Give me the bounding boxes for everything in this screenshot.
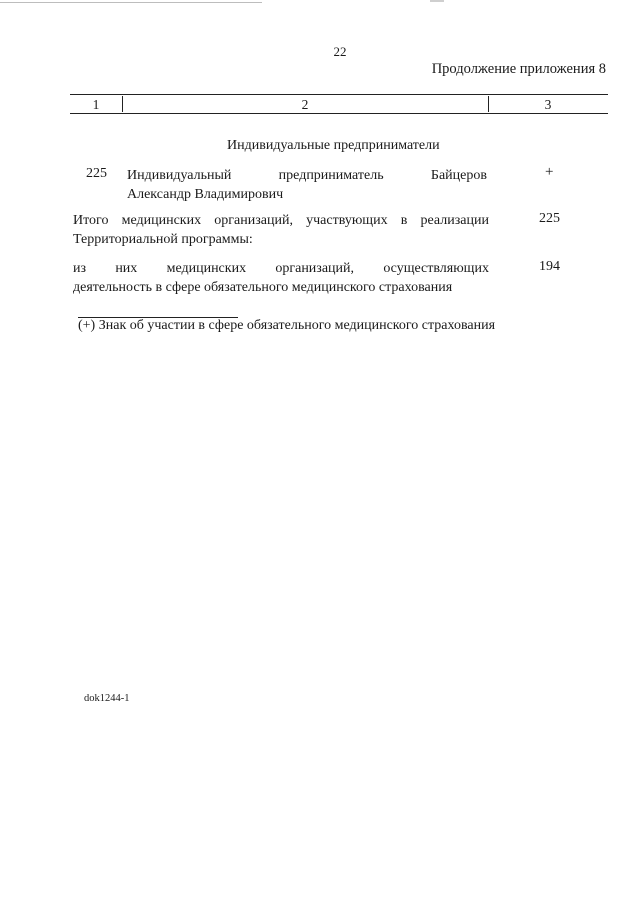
page-number: 22 <box>333 44 347 59</box>
organization-name-word: Индивидуальный <box>127 168 232 183</box>
total-label-line2: Территориальной программы: <box>73 232 253 247</box>
scan-top-edge-line <box>0 2 262 3</box>
total-label-word: организаций, <box>214 213 293 228</box>
oms-label-word: осуществляющих <box>383 261 489 276</box>
total-label-word: участвующих <box>306 213 388 228</box>
total-label-word: медицинских <box>121 213 202 228</box>
oms-label-word: организаций, <box>275 261 355 276</box>
column-3-header: 3 <box>544 97 552 112</box>
appendix-continuation-label: Продолжение приложения 8 <box>431 61 606 77</box>
total-label-word: в <box>400 213 408 228</box>
column-2-header: 2 <box>122 96 489 112</box>
total-label-word: реализации <box>420 213 489 228</box>
section-title: Индивидуальные предприниматели <box>227 138 440 153</box>
oms-organizations-label <box>73 259 489 297</box>
document-code: dok1244-1 <box>84 693 130 704</box>
column-1-header: 1 <box>70 96 123 112</box>
organization-name <box>127 166 487 204</box>
scan-top-edge-mark <box>430 0 444 2</box>
total-organizations-value: 225 <box>539 211 560 226</box>
footnote: (+) Знак об участии в сфере обязательного медицинского страхования <box>78 318 496 333</box>
oms-label-word: из <box>73 261 87 276</box>
table-column-header <box>70 94 608 114</box>
row-number: 225 <box>86 166 107 181</box>
oms-label-word: медицинских <box>166 261 247 276</box>
oms-participation-mark: + <box>545 164 554 180</box>
oms-label-word: них <box>115 261 138 276</box>
organization-name-word: предприниматель <box>278 168 384 183</box>
organization-name-line2: Александр Владимирович <box>127 187 284 202</box>
oms-label-line2: деятельность в сфере обязательного медицинского страхования <box>73 280 453 295</box>
oms-organizations-value: 194 <box>539 259 560 274</box>
total-label-word: Итого <box>73 213 109 228</box>
organization-name-word: Байцеров <box>430 168 487 183</box>
total-organizations-label <box>73 211 489 249</box>
